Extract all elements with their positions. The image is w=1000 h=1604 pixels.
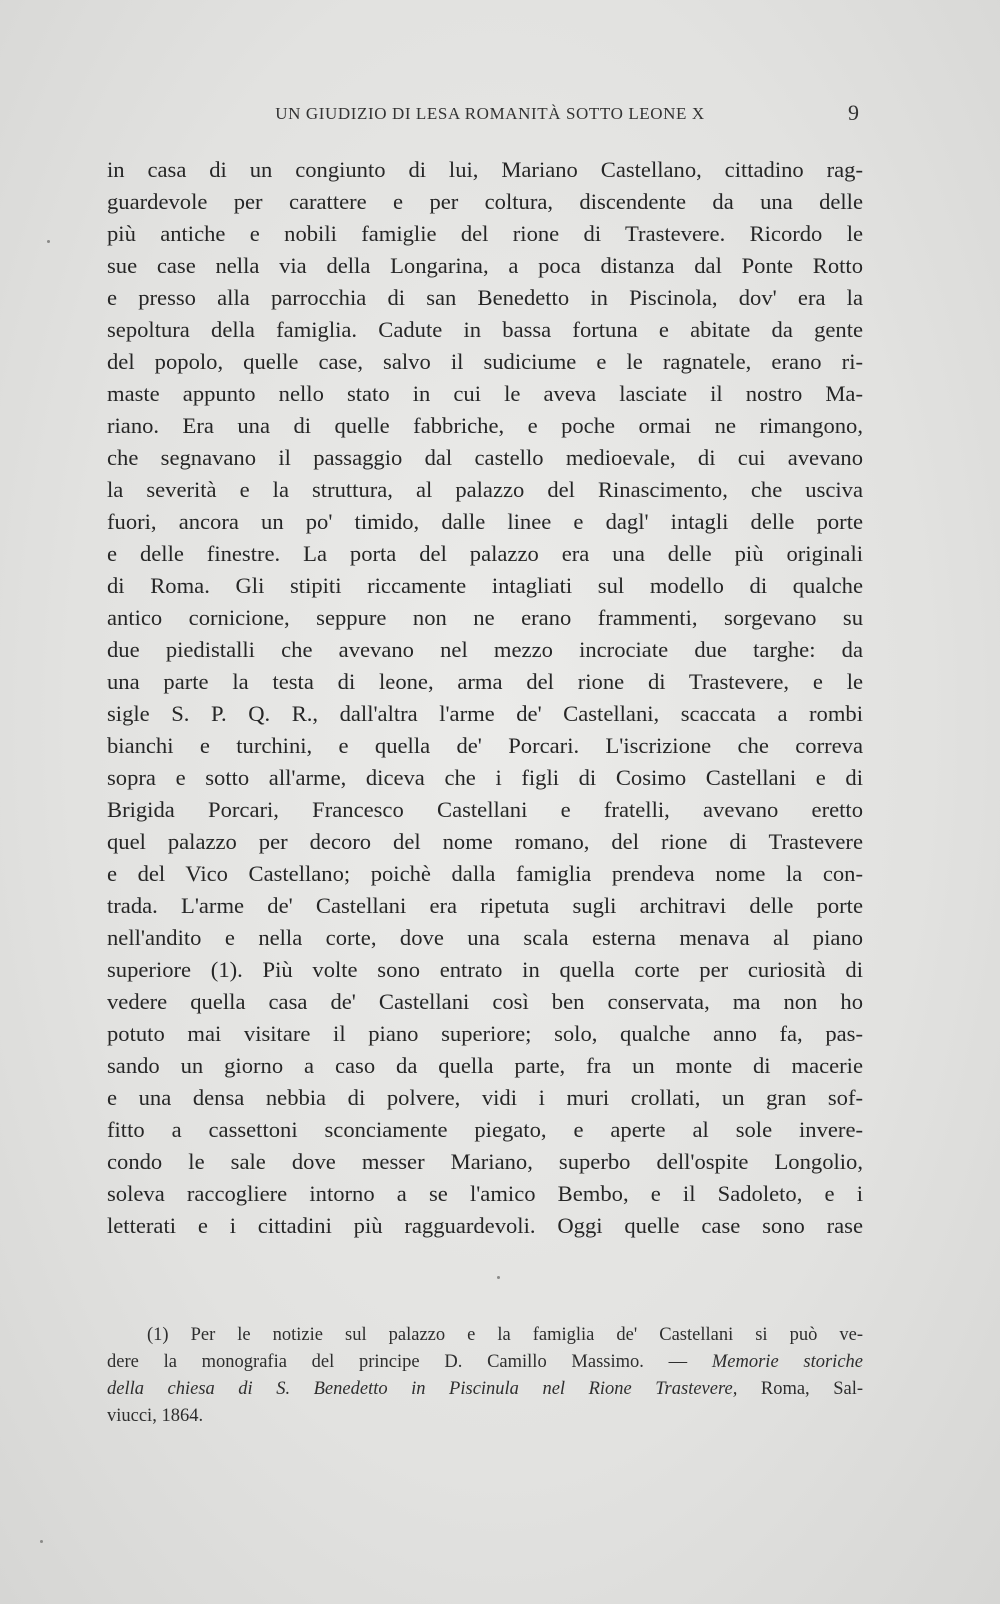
text-line: sando un giorno a caso da quella parte, fra un monte di macerie: [107, 1053, 863, 1078]
footnote-title-italic: della chiesa di S. Benedetto in Piscinula nel Rione Trastevere,: [107, 1379, 738, 1399]
text-line: Brigida Porcari, Francesco Castellani e fratelli, avevano eretto: [107, 797, 863, 822]
footnote-line: [107, 1349, 863, 1376]
paper-speck: [497, 1276, 500, 1279]
footnote-text: dere la monografia del principe D. Camillo Massimo. —: [107, 1352, 712, 1372]
text-line: del popolo, quelle case, salvo il sudiciume e le ragnatele, erano ri-: [107, 349, 863, 374]
text-line: fitto a cassettoni sconciamente piegato, e aperte al sole invere-: [107, 1117, 863, 1142]
text-line: soleva raccogliere intorno a se l'amico Bembo, e il Sadoleto, e i: [107, 1181, 863, 1206]
text-line: maste appunto nello stato in cui le aveva lasciate il nostro Ma-: [107, 381, 863, 406]
text-line: e una densa nebbia di polvere, vidi i muri crollati, un gran sof-: [107, 1085, 863, 1110]
text-line: quel palazzo per decoro del nome romano, del rione di Trastevere: [107, 829, 863, 854]
text-line: potuto mai visitare il piano superiore; solo, qualche anno fa, pas-: [107, 1021, 863, 1046]
text-line: nell'andito e nella corte, dove una scala esterna menava al piano: [107, 925, 863, 950]
text-line: più antiche e nobili famiglie del rione di Trastevere. Ricordo le: [107, 221, 863, 246]
text-line: e presso alla parrocchia di san Benedetto in Piscinola, dov' era la: [107, 285, 863, 310]
footnote: [107, 1322, 863, 1430]
footnote-title-italic: Memorie storiche: [711, 1352, 863, 1372]
text-line: sopra e sotto all'arme, diceva che i figli di Cosimo Castellani e di: [107, 765, 863, 790]
footnote-line: viucci, 1864.: [107, 1406, 204, 1426]
text-line: superiore (1). Più volte sono entrato in quella corte per curiosità di: [107, 957, 863, 982]
text-line: trada. L'arme de' Castellani era ripetuta sugli architravi delle porte: [107, 893, 863, 918]
text-line: di Roma. Gli stipiti riccamente intagliati sul modello di qualche: [107, 573, 863, 598]
running-title: UN GIUDIZIO DI LESA ROMANITÀ SOTTO LEONE X: [275, 104, 705, 123]
main-text: [107, 154, 863, 1242]
paper-speck: [40, 1540, 43, 1543]
text-line: guardevole per carattere e per coltura, discendente da una delle: [107, 189, 863, 214]
text-line: sepoltura della famiglia. Cadute in bassa fortuna e abitate da gente: [107, 317, 863, 342]
text-line: e delle finestre. La porta del palazzo era una delle più originali: [107, 541, 863, 566]
text-line: una parte la testa di leone, arma del rione di Trastevere, e le: [107, 669, 863, 694]
text-line: la severità e la struttura, al palazzo del Rinascimento, che usciva: [107, 477, 863, 502]
text-line: condo le sale dove messer Mariano, superbo dell'ospite Longolio,: [107, 1149, 863, 1174]
text-line: sue case nella via della Longarina, a poca distanza dal Ponte Rotto: [107, 253, 863, 278]
footnote-text: Roma, Sal-: [737, 1379, 864, 1399]
footnote-line: [107, 1376, 863, 1403]
text-line: antico cornicione, seppure non ne erano frammenti, sorgevano su: [107, 605, 863, 630]
page-number: 9: [848, 100, 859, 125]
text-line: due piedistalli che avevano nel mezzo incrociate due targhe: da: [107, 637, 863, 662]
text-line: e del Vico Castellano; poichè dalla famiglia prendeva nome la con-: [107, 861, 863, 886]
text-line: riano. Era una di quelle fabbriche, e poche ormai ne rimangono,: [107, 413, 863, 438]
paper-speck: [47, 240, 50, 243]
text-line: bianchi e turchini, e quella de' Porcari. L'iscrizione che correva: [107, 733, 863, 758]
text-line: vedere quella casa de' Castellani così ben conservata, ma non ho: [107, 989, 863, 1014]
text-line: sigle S. P. Q. R., dall'altra l'arme de' Castellani, scaccata a rombi: [107, 701, 863, 726]
text-line: fuori, ancora un po' timido, dalle linee e dagl' intagli delle porte: [107, 509, 863, 534]
text-line: che segnavano il passaggio dal castello medioevale, di cui avevano: [107, 445, 863, 470]
footnote-line: (1) Per le notizie sul palazzo e la famiglia de' Castellani si può ve-: [147, 1325, 863, 1345]
text-line: letterati e i cittadini più ragguardevoli. Oggi quelle case sono rase: [107, 1213, 863, 1238]
text-line: in casa di un congiunto di lui, Mariano Castellano, cittadino rag-: [107, 157, 863, 182]
